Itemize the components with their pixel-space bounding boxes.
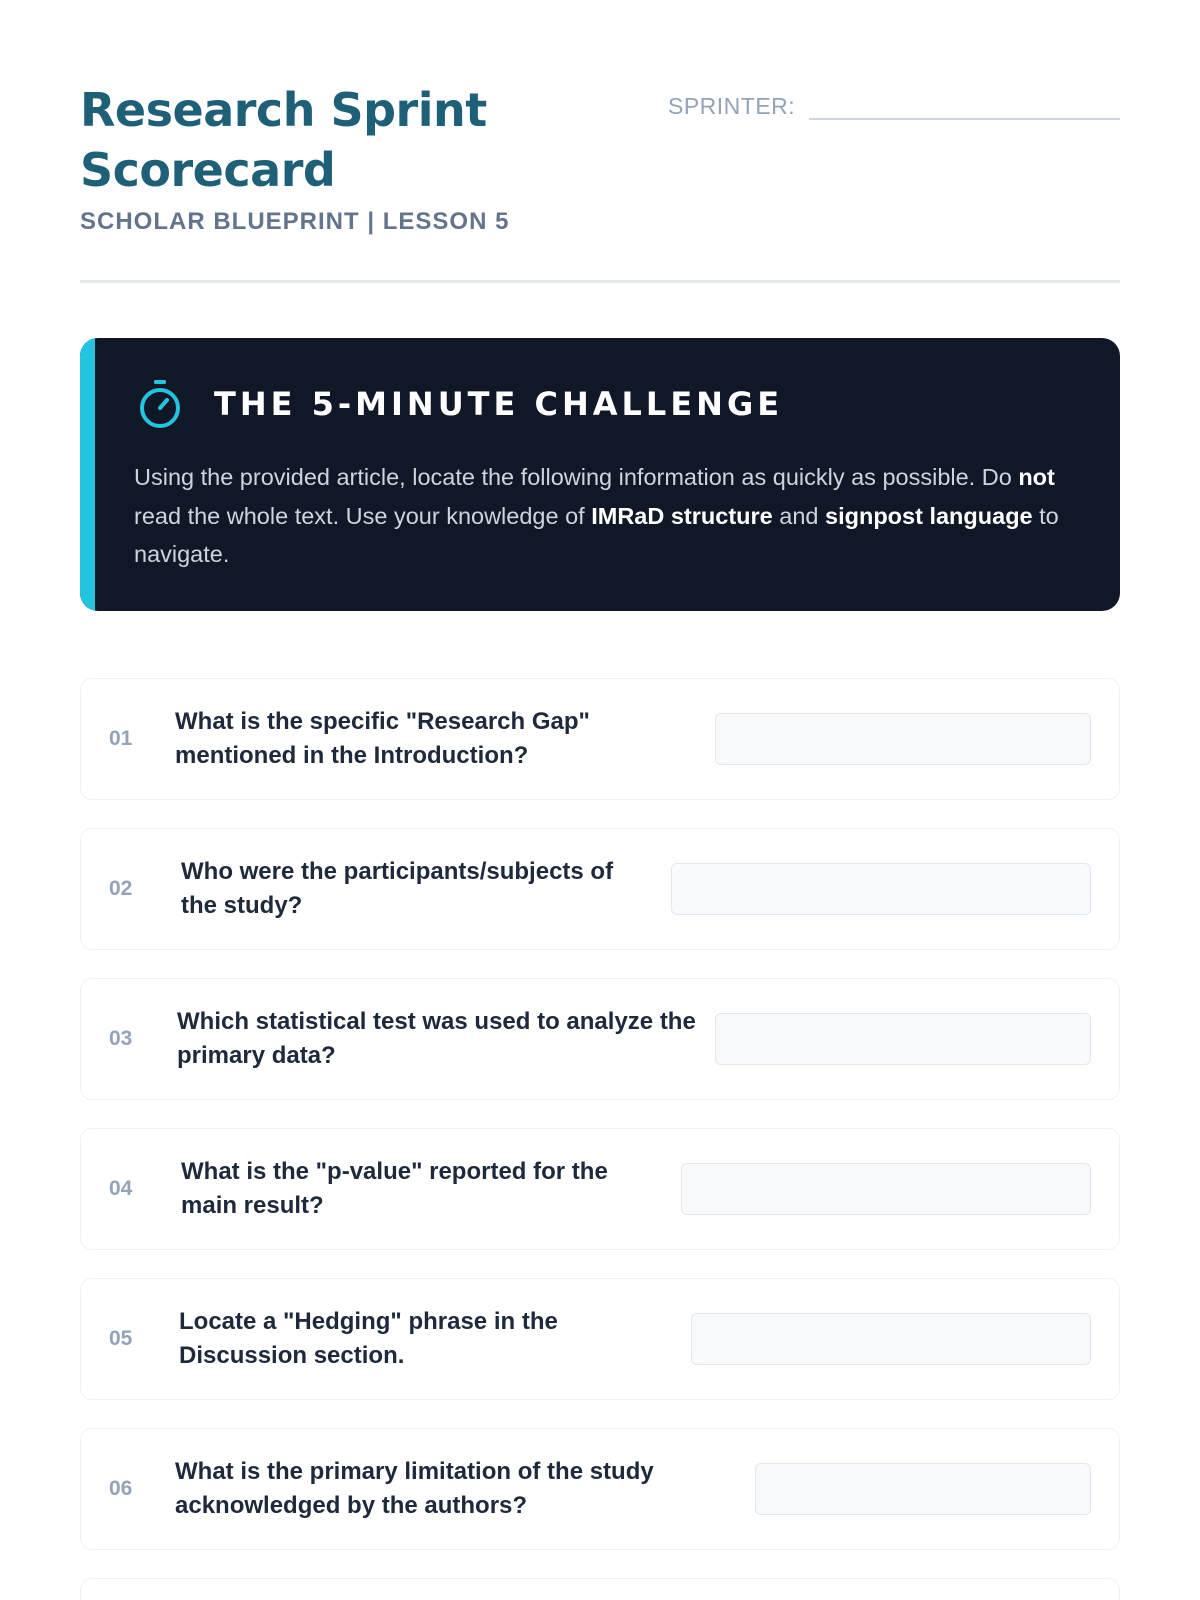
answer-field[interactable]	[715, 713, 1091, 765]
question-card	[80, 678, 1120, 800]
answer-field[interactable]	[715, 1013, 1091, 1065]
answer-field[interactable]	[681, 1163, 1091, 1215]
challenge-accent-bar	[80, 338, 95, 611]
sprinter-label: SPRINTER:	[668, 93, 796, 119]
answer-field[interactable]	[671, 863, 1091, 915]
page-subtitle: SCHOLAR BLUEPRINT | LESSON 5	[80, 208, 510, 235]
question-text: What is the "p-value" reported for the main result?	[181, 1158, 608, 1219]
question-list	[80, 678, 1120, 1600]
stopwatch-icon	[136, 378, 184, 430]
question-number: 03	[109, 1027, 133, 1050]
question-card-partial	[80, 1578, 1120, 1600]
question-card	[80, 1278, 1120, 1400]
challenge-panel	[80, 338, 1120, 611]
question-text: What is the primary limitation of the study acknowledged by the authors?	[175, 1458, 654, 1519]
question-text: What is the specific "Research Gap" mentioned in the Introduction?	[175, 708, 590, 769]
answer-field[interactable]	[755, 1463, 1091, 1515]
question-number: 05	[109, 1327, 133, 1350]
challenge-instructions: Using the provided article, locate the following information as quickly as possible. Do not read the whole text. Use your knowledge of IMRaD structure and signpost language to navigate.	[134, 464, 1059, 567]
question-card	[80, 1128, 1120, 1250]
question-card	[80, 978, 1120, 1100]
header-divider	[80, 280, 1120, 283]
answer-field[interactable]	[691, 1313, 1091, 1365]
question-number: 01	[109, 727, 133, 750]
sprinter-input[interactable]	[809, 86, 1120, 120]
question-card	[80, 1428, 1120, 1550]
question-text: Who were the participants/subjects of the study?	[181, 858, 614, 919]
question-text: Which statistical test was used to analyze the primary data?	[177, 1008, 696, 1069]
question-number: 02	[109, 877, 133, 900]
page-header	[80, 80, 1120, 280]
question-text: Locate a "Hedging" phrase in the Discussion section.	[179, 1308, 558, 1369]
challenge-title: THE 5-MINUTE CHALLENGE	[214, 385, 784, 423]
page-title: Research Sprint Scorecard	[80, 83, 487, 197]
question-number: 04	[109, 1177, 133, 1200]
sprinter-field[interactable]	[668, 86, 1120, 120]
question-card	[80, 828, 1120, 950]
question-number: 06	[109, 1477, 133, 1500]
